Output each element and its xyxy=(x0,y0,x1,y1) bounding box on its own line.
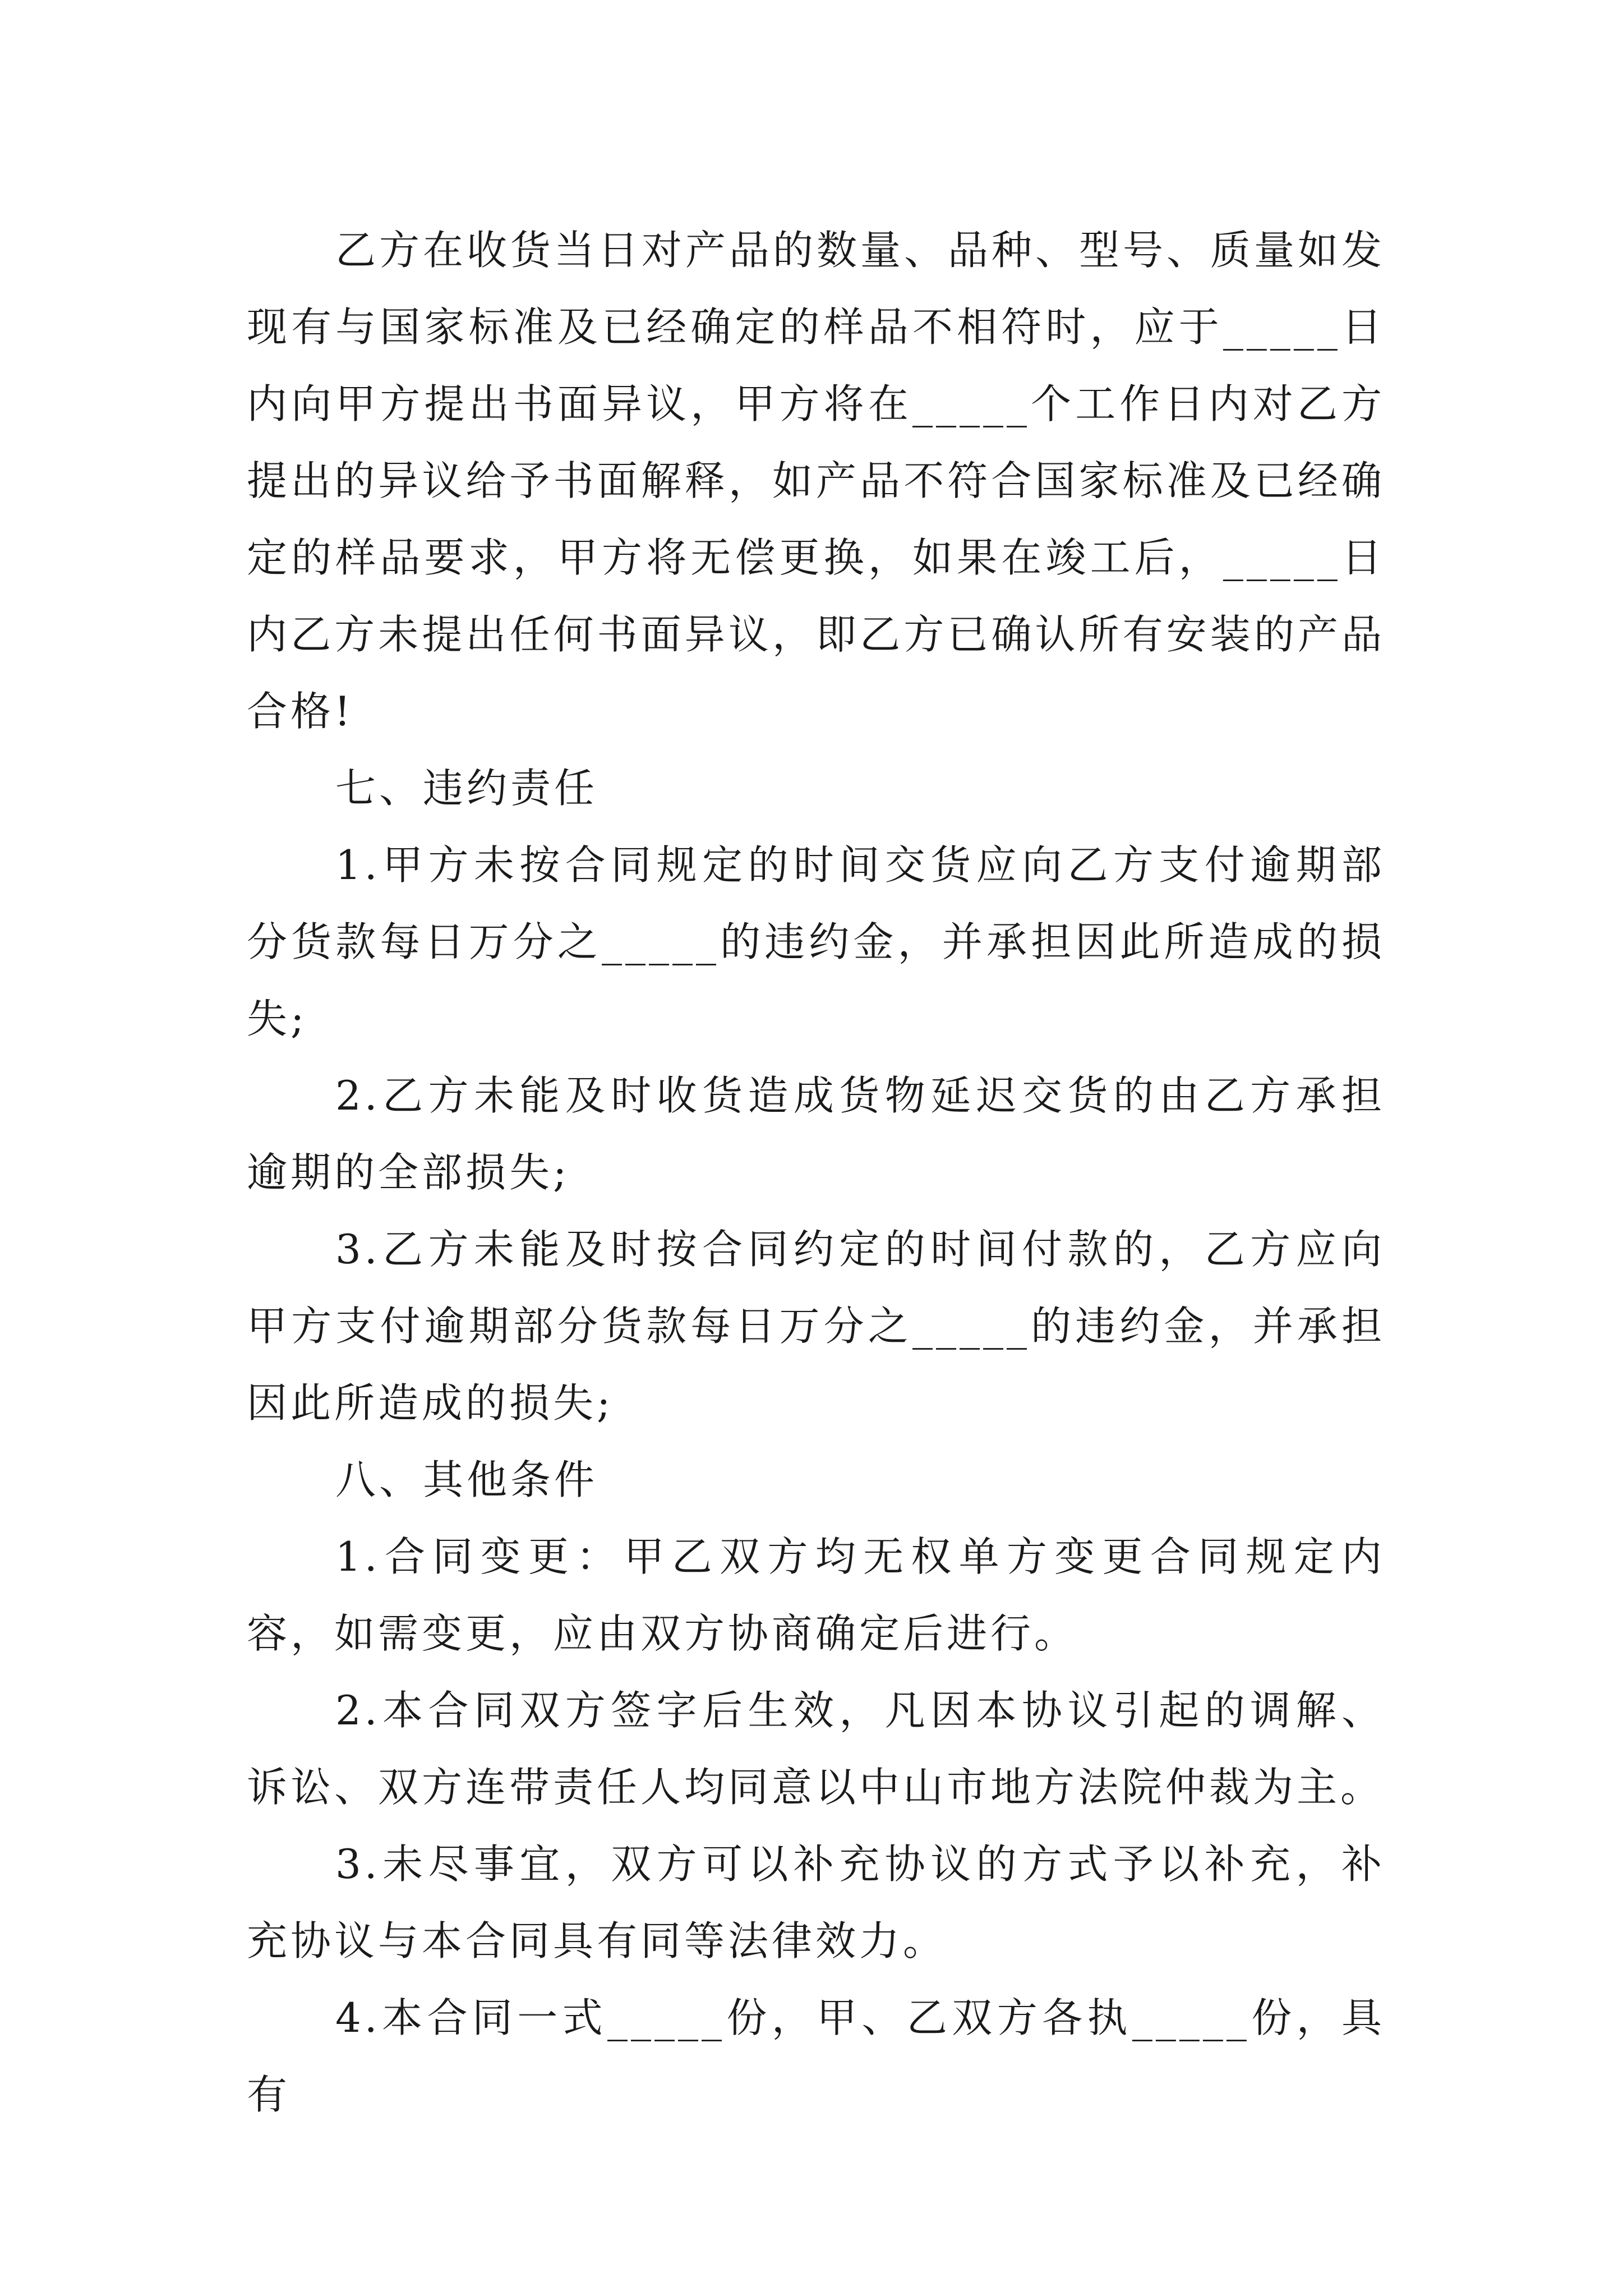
document-body xyxy=(247,212,1385,2133)
paragraph-breach-3: 3.乙方未能及时按合同约定的时间付款的，乙方应向甲方支付逾期部分货款每日万分之_____的违约金，并承担因此所造成的损失; xyxy=(247,1226,1385,1427)
paragraph-other-3: 3.未尽事宜，双方可以补充协议的方式予以补充，补充协议与本合同具有同等法律效力。 xyxy=(247,1841,1385,1964)
paragraph-other-4: 4.本合同一式_____份，甲、乙双方各执_____份，具有 xyxy=(247,1994,1385,2118)
paragraph-breach-1: 1.甲方未按合同规定的时间交货应向乙方支付逾期部分货款每日万分之_____的违约金，并承担因此所造成的损失; xyxy=(247,841,1385,1042)
paragraph-inspection-objection: 乙方在收货当日对产品的数量、品种、型号、质量如发现有与国家标准及已经确定的样品不相符时，应于_____日内向甲方提出书面异议，甲方将在_____个工作日内对乙方提出的异议给予书面解释，如产品不符合国家标准及已经确定的样品要求，甲方将无偿更换，如果在竣工后，_____日内乙方未提出任何书面异议，即乙方已确认所有安装的产品合格! xyxy=(247,227,1386,735)
heading-other-conditions: 八、其他条件 xyxy=(335,1456,598,1503)
heading-breach-liability: 七、违约责任 xyxy=(335,765,598,812)
paragraph-other-2: 2.本合同双方签字后生效，凡因本协议引起的调解、诉讼、双方连带责任人均同意以中山市地方法院仲裁为主。 xyxy=(247,1687,1385,1811)
paragraph-other-1: 1.合同变更：甲乙双方均无权单方变更合同规定内容，如需变更，应由双方协商确定后进行。 xyxy=(247,1533,1385,1657)
paragraph-breach-2: 2.乙方未能及时收货造成货物延迟交货的由乙方承担逾期的全部损失; xyxy=(247,1072,1385,1196)
